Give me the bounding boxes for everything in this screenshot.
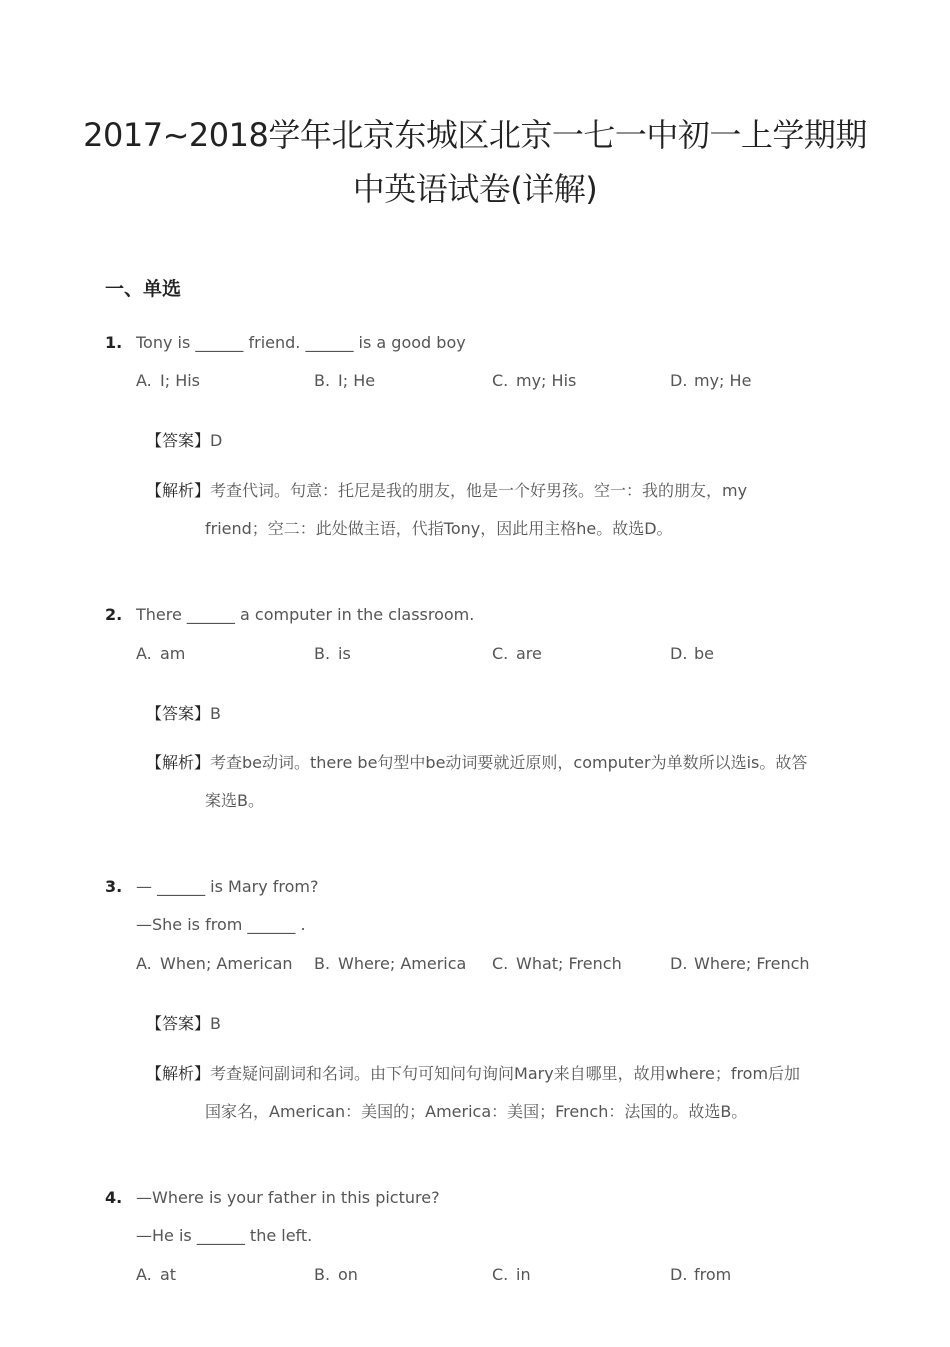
question-number: 2. bbox=[105, 605, 123, 624]
question-number: 3. bbox=[105, 877, 123, 896]
option-d bbox=[670, 1263, 731, 1287]
answer-tag: 【答案】 bbox=[146, 704, 211, 723]
option-c bbox=[492, 952, 622, 976]
question-text: There ______ a computer in the classroom. bbox=[136, 605, 475, 624]
answer-tag: 【答案】 bbox=[146, 1014, 211, 1033]
explanation bbox=[146, 472, 836, 548]
option-letter: D. bbox=[670, 1265, 688, 1284]
question-text: — ______ is Mary from? bbox=[136, 877, 319, 896]
option-a bbox=[136, 952, 293, 976]
option-text: be bbox=[694, 644, 714, 663]
answer-row bbox=[146, 429, 222, 453]
explanation-tag: 【解析】 bbox=[146, 753, 211, 772]
option-text: Where; French bbox=[694, 954, 810, 973]
option-letter: A. bbox=[136, 644, 152, 663]
explanation bbox=[146, 1055, 836, 1131]
option-text: my; His bbox=[516, 371, 577, 390]
option-letter: B. bbox=[314, 1265, 331, 1284]
option-b bbox=[314, 1263, 358, 1287]
answer-row bbox=[146, 702, 221, 726]
option-text: my; He bbox=[694, 371, 752, 390]
question-text: —He is ______ the left. bbox=[136, 1226, 313, 1245]
option-text: I; He bbox=[338, 371, 376, 390]
option-d bbox=[670, 952, 810, 976]
explanation-line-1: 考查疑问副词和名词。由下句可知问句询问Mary来自哪里，故用where；from后加 bbox=[210, 1064, 801, 1083]
explanation bbox=[146, 744, 836, 820]
question-number: 4. bbox=[105, 1188, 123, 1207]
option-letter: A. bbox=[136, 954, 152, 973]
option-text: I; His bbox=[160, 371, 201, 390]
option-letter: B. bbox=[314, 954, 331, 973]
option-letter: D. bbox=[670, 371, 688, 390]
option-c bbox=[492, 1263, 531, 1287]
option-a bbox=[136, 369, 200, 393]
explanation-line-1: 考查be动词。there be句型中be动词要就近原则，computer为单数所以选is。故答 bbox=[210, 753, 808, 772]
option-letter: D. bbox=[670, 644, 688, 663]
question-text: —Where is your father in this picture? bbox=[136, 1188, 440, 1207]
option-letter: C. bbox=[492, 1265, 509, 1284]
option-d bbox=[670, 369, 751, 393]
explanation-line-2: friend；空二：此处做主语，代指Tony，因此用主格he。故选D。 bbox=[205, 519, 673, 538]
option-text: at bbox=[160, 1265, 177, 1284]
title-line-2: 中英语试卷(详解) bbox=[352, 170, 598, 208]
answer-row bbox=[146, 1012, 221, 1036]
option-letter: C. bbox=[492, 954, 509, 973]
option-text: What; French bbox=[516, 954, 622, 973]
option-letter: A. bbox=[136, 371, 152, 390]
option-letter: A. bbox=[136, 1265, 152, 1284]
option-text: in bbox=[516, 1265, 531, 1284]
option-letter: C. bbox=[492, 371, 509, 390]
option-text: from bbox=[694, 1265, 732, 1284]
explanation-tag: 【解析】 bbox=[146, 1064, 211, 1083]
option-a bbox=[136, 642, 185, 666]
option-text: When; American bbox=[160, 954, 293, 973]
option-b bbox=[314, 369, 375, 393]
option-text: on bbox=[338, 1265, 358, 1284]
explanation-line-2: 国家名，American：美国的；America：美国；French：法国的。故选B。 bbox=[205, 1102, 748, 1121]
explanation-line-1: 考查代词。句意：托尼是我的朋友，他是一个好男孩。空一：我的朋友，my bbox=[210, 481, 748, 500]
explanation-line-2: 案选B。 bbox=[205, 791, 264, 810]
option-d bbox=[670, 642, 714, 666]
explanation-tag: 【解析】 bbox=[146, 481, 211, 500]
question-text: —She is from ______ . bbox=[136, 915, 306, 934]
answer-value: D bbox=[210, 431, 223, 450]
section-heading: 一、单选 bbox=[105, 278, 182, 300]
option-letter: B. bbox=[314, 371, 331, 390]
answer-value: B bbox=[210, 1014, 221, 1033]
option-letter: D. bbox=[670, 954, 688, 973]
question-number: 1. bbox=[105, 333, 123, 352]
answer-tag: 【答案】 bbox=[146, 431, 211, 450]
question-text: Tony is ______ friend. ______ is a good boy bbox=[136, 333, 466, 352]
option-text: are bbox=[516, 644, 542, 663]
answer-value: B bbox=[210, 704, 221, 723]
option-b bbox=[314, 952, 466, 976]
option-letter: B. bbox=[314, 644, 331, 663]
option-c bbox=[492, 642, 542, 666]
option-letter: C. bbox=[492, 644, 509, 663]
option-text: am bbox=[160, 644, 186, 663]
option-b bbox=[314, 642, 351, 666]
option-text: is bbox=[338, 644, 351, 663]
page-title bbox=[60, 108, 890, 216]
title-line-1: 2017~2018学年北京东城区北京一七一中初一上学期期 bbox=[83, 116, 867, 154]
option-text: Where; America bbox=[338, 954, 467, 973]
option-a bbox=[136, 1263, 176, 1287]
option-c bbox=[492, 369, 576, 393]
